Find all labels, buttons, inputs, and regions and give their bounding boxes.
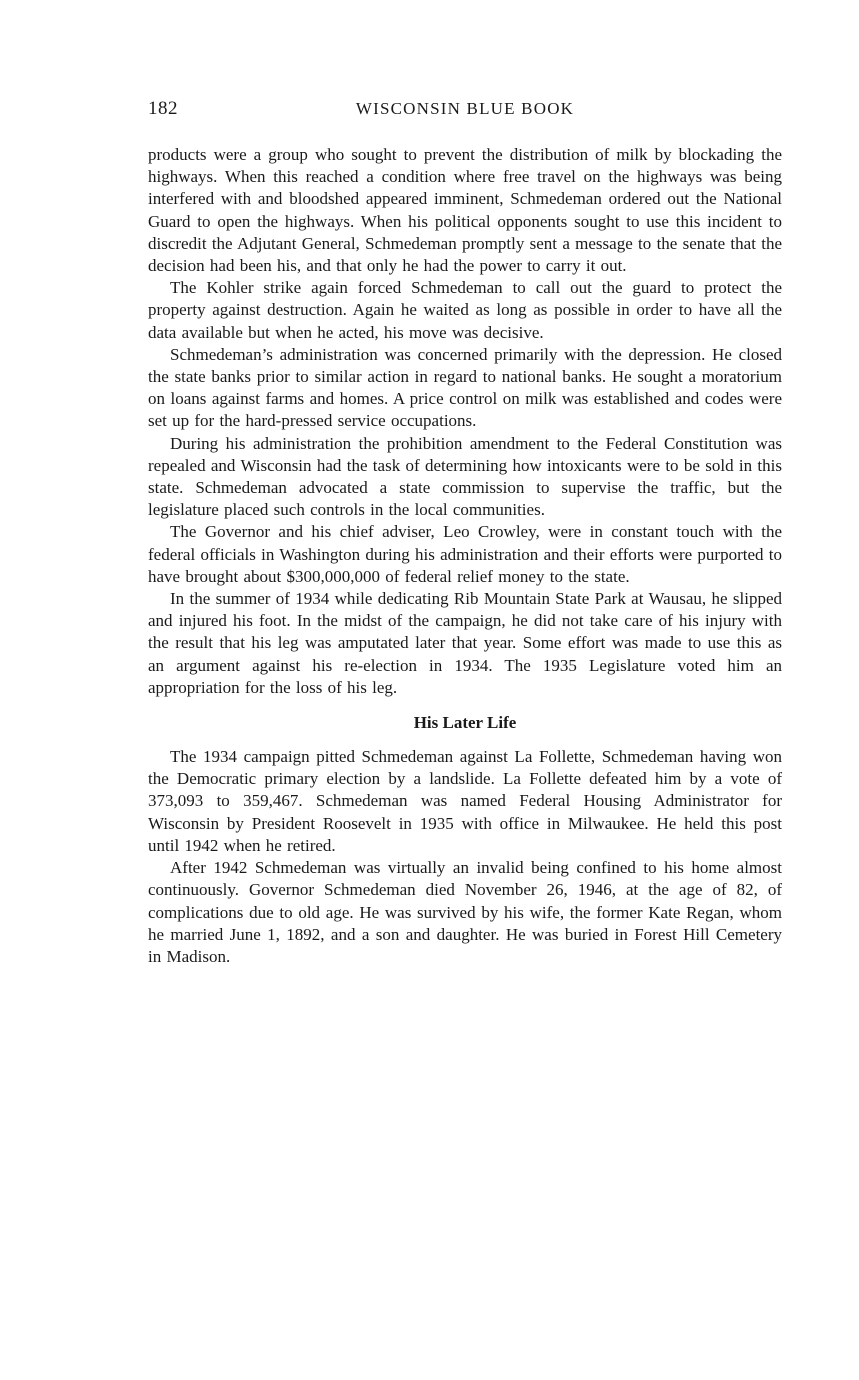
paragraph-depression: Schmedeman’s administration was concerned primarily with the depression. He closed the state banks prior to similar action in regard to national banks. He sought a moratorium on loans against farms and homes. A price control on milk was established and codes were set up for the hard-pressed service occupations. (148, 344, 782, 431)
page-number: 182 (148, 98, 178, 119)
paragraph-kohler-strike: The Kohler strike again forced Schmedeman to call out the guard to protect the property against destruction. Again he waited as long as possible in order to have all the data available but when he acted, his move was decisive. (148, 278, 782, 342)
section-heading: His Later Life (413, 713, 517, 733)
paragraph-federal-relief: The Governor and his chief adviser, Leo Crowley, were in constant touch with the federal officials in Washington during his administration and their efforts were purported to have brought about $300,000,000 of federal relief money to the state. (148, 522, 782, 586)
paragraph-continued: products were a group who sought to prevent the distribution of milk by blockading the highways. When this reached a condition where free travel on the highways was being interfered with and bloodshed appeared imminent, Schmedeman ordered out the National Guard to open the highways. When his political opponents sought to use this incident to discredit the Adjutant General, Schmedeman promptly sent a message to the senate that the decision had been his, and that only he had the power to carry it out. (148, 145, 782, 276)
paragraph-injury: In the summer of 1934 while dedicating Rib Mountain State Park at Wausau, he slipped and injured his foot. In the midst of the campaign, he did not take care of his injury with the result that his leg was amputated later that year. Some effort was made to use this as an argument against his re-election in 1934. The 1935 Legislature voted him an appropriation for the loss of his leg. (148, 589, 782, 697)
paragraph-prohibition: During his administration the prohibition amendment to the Federal Constitution was repealed and Wisconsin had the task of determining how intoxicants were to be sold in this state. Schmedeman advocated a state commission to supervise the traffic, but the legislature placed such controls in the local communities. (148, 433, 782, 520)
paragraph-1934-campaign: The 1934 campaign pitted Schmedeman against La Follette, Schmedeman having won the Democratic primary election by a landslide. La Follette defeated him by a vote of 373,093 to 359,467. Schmedeman was named Federal Housing Administrator for Wisconsin by President Roosevelt in 1935 with office in Milwaukee. He held this post until 1942 when he retired. (148, 747, 782, 855)
body-text (148, 144, 782, 968)
page-header (148, 96, 782, 126)
paragraph-later-life: After 1942 Schmedeman was virtually an invalid being confined to his home almost continuously. Governor Schmedeman died November 26, 1946, at the age of 82, of complications due to old age. He was survived by his wife, the former Kate Regan, whom he married June 1, 1892, and a son and daughter. He was buried in Forest Hill Cemetery in Madison. (148, 858, 782, 966)
book-page (148, 96, 782, 968)
running-head: WISCONSIN BLUE BOOK (355, 99, 575, 118)
